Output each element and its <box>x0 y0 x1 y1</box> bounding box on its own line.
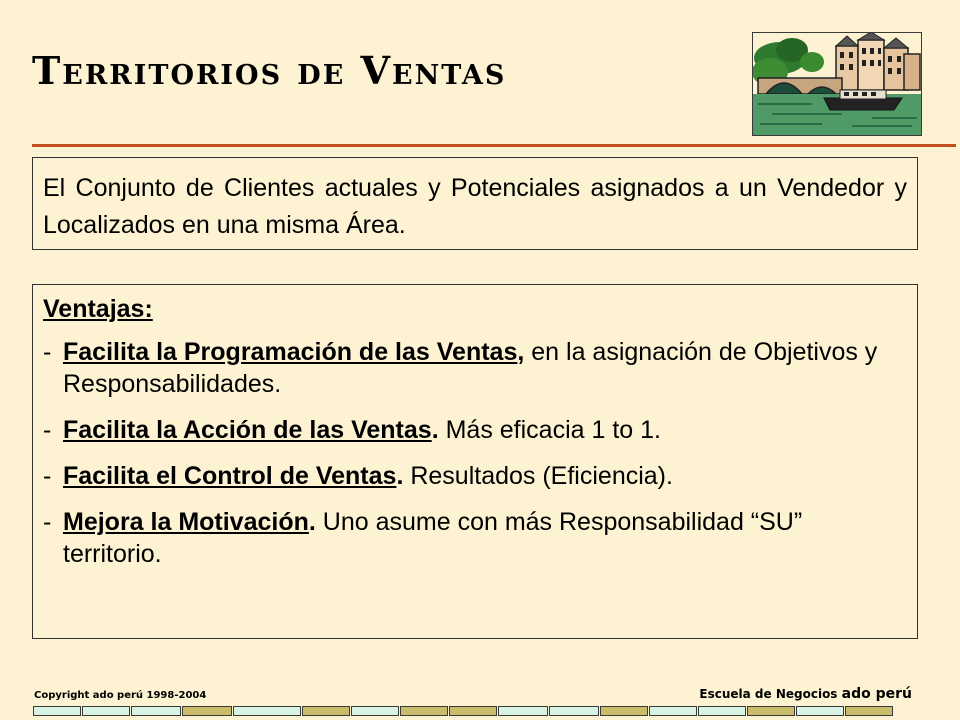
advantage-punct: . <box>431 416 439 444</box>
footer-bar-segment <box>549 706 599 716</box>
footer-bar-segment <box>845 706 893 716</box>
footer-bar-segment <box>82 706 130 716</box>
advantage-item <box>43 336 907 400</box>
advantage-punct: . <box>396 462 404 490</box>
advantage-text <box>63 506 907 570</box>
advantage-punct: , <box>517 338 525 366</box>
footer-bar-segment <box>649 706 697 716</box>
advantage-detail: en la asignación de Objetivos y Responsabilidades. <box>63 338 878 398</box>
footer-bar-segment <box>400 706 448 716</box>
bullet-dash: - <box>43 416 52 444</box>
advantage-text <box>63 414 907 446</box>
advantage-detail: Uno asume con más Responsabilidad “SU” territorio. <box>63 508 803 568</box>
footer-bar-segment <box>302 706 350 716</box>
advantage-title: Mejora la Motivación <box>63 508 309 536</box>
advantages-box <box>32 284 918 639</box>
footer-bar-segment <box>233 706 301 716</box>
advantage-item <box>43 506 907 570</box>
advantages-heading: Ventajas: <box>43 295 153 323</box>
bullet-dash: - <box>43 462 52 490</box>
footer-decorative-bar <box>33 706 894 716</box>
bullet-dash: - <box>43 338 52 366</box>
advantage-detail: Más eficacia 1 to 1. <box>438 416 661 444</box>
title-divider <box>32 144 956 147</box>
footer-bar-segment <box>131 706 181 716</box>
advantage-text <box>63 460 907 492</box>
slide-title: Territorios de Ventas <box>32 48 507 93</box>
paris-bridge-boat-illustration <box>752 32 922 136</box>
advantage-punct: . <box>308 508 316 536</box>
footer-bar-segment <box>182 706 232 716</box>
advantage-title: Facilita el Control de Ventas <box>63 462 397 490</box>
advantage-item <box>43 414 907 446</box>
advantage-text <box>63 336 907 400</box>
school-brand: ado perú <box>841 686 912 702</box>
footer-bar-segment <box>498 706 548 716</box>
footer-bar-segment <box>747 706 795 716</box>
copyright-text: Copyright ado perú 1998-2004 <box>34 690 207 701</box>
footer-bar-segment <box>698 706 746 716</box>
definition-text: El Conjunto de Clientes actuales y Potenciales asignados a un Vendedor y Localizados en una misma Área. <box>43 174 907 239</box>
definition-box <box>32 157 918 250</box>
advantage-item <box>43 460 907 492</box>
footer-bar-segment <box>351 706 399 716</box>
advantage-title: Facilita la Acción de las Ventas <box>63 416 432 444</box>
footer-bar-segment <box>33 706 81 716</box>
bullet-dash: - <box>43 508 52 536</box>
advantage-title: Facilita la Programación de las Ventas <box>63 338 518 366</box>
school-prefix: Escuela de Negocios <box>699 687 842 701</box>
advantage-detail: Resultados (Eficiencia). <box>403 462 673 490</box>
footer-bar-segment <box>449 706 497 716</box>
footer-bar-segment <box>600 706 648 716</box>
footer-bar-segment <box>796 706 844 716</box>
school-name <box>699 686 912 702</box>
